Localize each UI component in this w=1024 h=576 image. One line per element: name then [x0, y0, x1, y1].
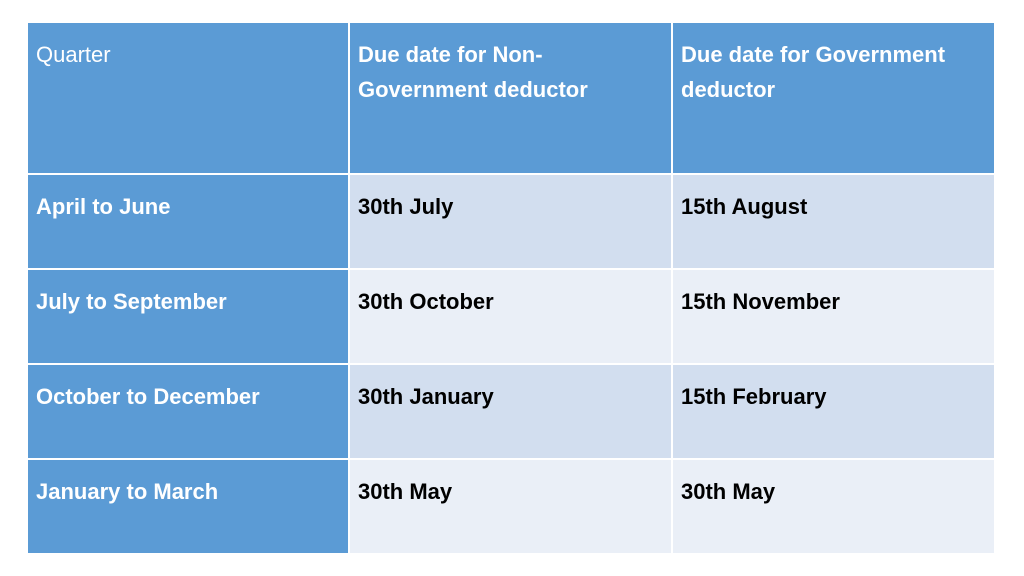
header-non-government-due-date: Due date for Non-Government deductor [349, 22, 672, 174]
tds-due-date-table [26, 21, 996, 555]
government-due-date-cell: 30th May [672, 459, 995, 554]
non-government-due-date-cell: 30th July [349, 174, 672, 269]
table-header-row [27, 22, 995, 174]
table-row [27, 174, 995, 269]
table-row [27, 364, 995, 459]
non-government-due-date-cell: 30th October [349, 269, 672, 364]
header-government-due-date: Due date for Government deductor [672, 22, 995, 174]
non-government-due-date-cell: 30th May [349, 459, 672, 554]
government-due-date-cell: 15th November [672, 269, 995, 364]
quarter-cell: October to December [27, 364, 349, 459]
non-government-due-date-cell: 30th January [349, 364, 672, 459]
quarter-cell: July to September [27, 269, 349, 364]
government-due-date-cell: 15th February [672, 364, 995, 459]
government-due-date-cell: 15th August [672, 174, 995, 269]
table-row [27, 459, 995, 554]
header-quarter: Quarter [27, 22, 349, 174]
quarter-cell: April to June [27, 174, 349, 269]
quarter-cell: January to March [27, 459, 349, 554]
table-row [27, 269, 995, 364]
